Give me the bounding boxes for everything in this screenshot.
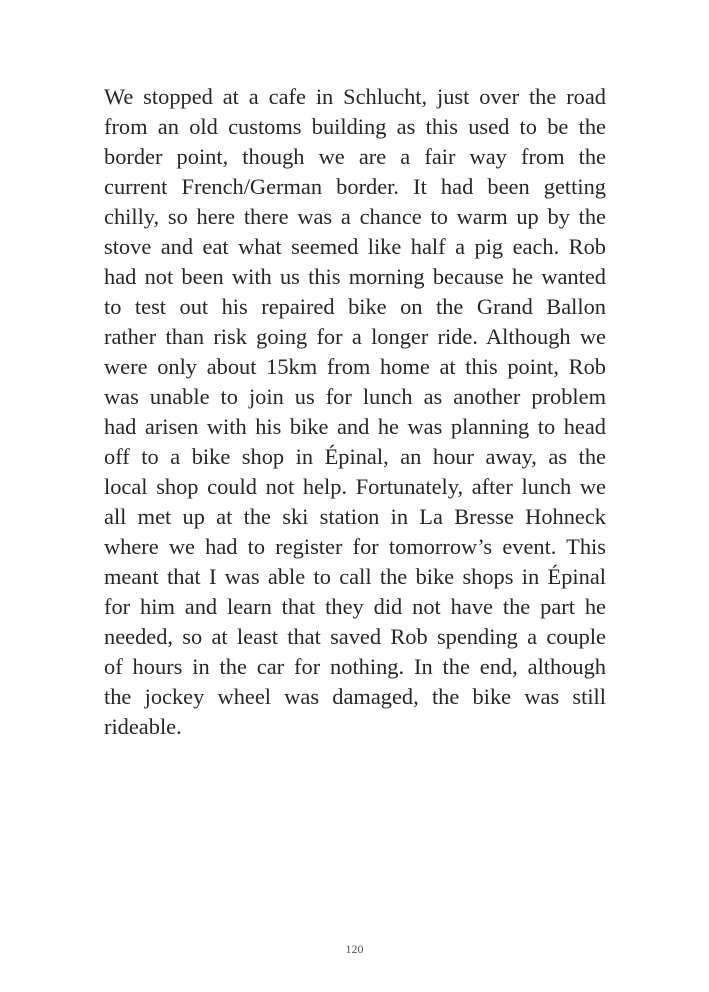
text-line: stove and eat what seemed like half a pig each. Rob bbox=[104, 234, 606, 259]
text-line: needed, so at least that saved Rob spending a couple bbox=[104, 624, 606, 649]
text-line: from an old customs building as this used to be the bbox=[104, 114, 606, 139]
text-line: to test out his repaired bike on the Grand Ballon bbox=[104, 294, 606, 319]
body-paragraph bbox=[104, 82, 606, 742]
text-line: meant that I was able to call the bike shops in Épinal bbox=[104, 564, 606, 589]
text-line: border point, though we are a fair way from the bbox=[104, 144, 606, 169]
text-line: had arisen with his bike and he was planning to head bbox=[104, 414, 606, 439]
text-line: where we had to register for tomorrow’s event. This bbox=[104, 534, 606, 559]
text-line: was unable to join us for lunch as another problem bbox=[104, 384, 606, 409]
text-line: all met up at the ski station in La Bresse Hohneck bbox=[104, 504, 606, 529]
text-line: chilly, so here there was a chance to warm up by the bbox=[104, 204, 606, 229]
text-line: rather than risk going for a longer ride. Although we bbox=[104, 324, 606, 349]
text-line: local shop could not help. Fortunately, after lunch we bbox=[104, 474, 606, 499]
page-number: 120 bbox=[345, 942, 364, 956]
text-line: rideable. bbox=[104, 714, 182, 739]
text-line: of hours in the car for nothing. In the end, although bbox=[104, 654, 606, 679]
text-line: current French/German border. It had been getting bbox=[104, 174, 606, 199]
text-line: had not been with us this morning because he wanted bbox=[104, 264, 606, 289]
text-line: the jockey wheel was damaged, the bike was still bbox=[104, 684, 606, 709]
text-line: off to a bike shop in Épinal, an hour away, as the bbox=[104, 444, 606, 469]
text-line: We stopped at a cafe in Schlucht, just over the road bbox=[104, 84, 606, 109]
text-line: for him and learn that they did not have the part he bbox=[104, 594, 606, 619]
text-line: were only about 15km from home at this point, Rob bbox=[104, 354, 606, 379]
